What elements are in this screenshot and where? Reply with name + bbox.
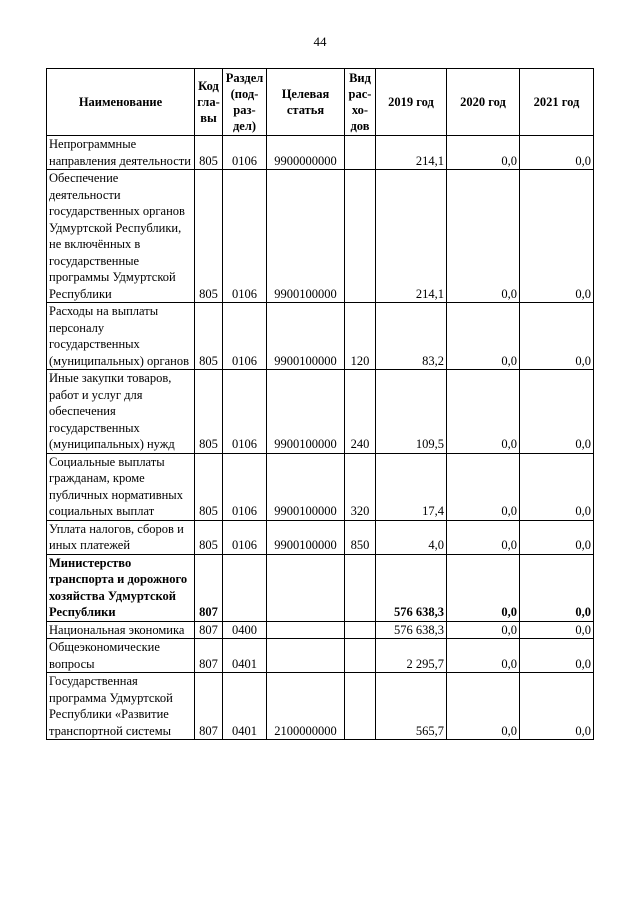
header-section: Раздел (под- раз- дел) bbox=[223, 69, 267, 136]
table-row bbox=[47, 453, 594, 520]
row-2021: 0,0 bbox=[520, 370, 594, 454]
row-2019: 83,2 bbox=[376, 303, 447, 370]
row-2021: 0,0 bbox=[520, 170, 594, 303]
row-article bbox=[267, 621, 345, 639]
budget-table bbox=[46, 68, 594, 740]
row-expense bbox=[345, 554, 376, 621]
page-number: 44 bbox=[313, 34, 327, 49]
row-code: 807 bbox=[195, 621, 223, 639]
table-row bbox=[47, 136, 594, 170]
row-expense: 850 bbox=[345, 520, 376, 554]
row-code: 805 bbox=[195, 453, 223, 520]
header-2021: 2021 год bbox=[520, 69, 594, 136]
row-article: 9900100000 bbox=[267, 170, 345, 303]
row-2020: 0,0 bbox=[447, 136, 520, 170]
row-2020: 0,0 bbox=[447, 639, 520, 673]
row-2019: 576 638,3 bbox=[376, 621, 447, 639]
row-article: 2100000000 bbox=[267, 673, 345, 740]
row-2020: 0,0 bbox=[447, 554, 520, 621]
row-2021: 0,0 bbox=[520, 520, 594, 554]
row-2021: 0,0 bbox=[520, 136, 594, 170]
row-article: 9900100000 bbox=[267, 303, 345, 370]
header-article: Целевая статья bbox=[267, 69, 345, 136]
row-2019: 214,1 bbox=[376, 170, 447, 303]
table-row bbox=[47, 673, 594, 740]
row-name: Уплата налогов, сборов и иных платежей bbox=[47, 520, 195, 554]
row-article bbox=[267, 554, 345, 621]
table-row bbox=[47, 621, 594, 639]
row-name: Непрограммные направления деятельности bbox=[47, 136, 195, 170]
row-2021: 0,0 bbox=[520, 453, 594, 520]
row-2020: 0,0 bbox=[447, 621, 520, 639]
row-name: Иные закупки товаров, работ и услуг для обеспечения государственных (муниципальных) нужд bbox=[47, 370, 195, 454]
row-2021: 0,0 bbox=[520, 639, 594, 673]
row-article: 9900100000 bbox=[267, 453, 345, 520]
row-2020: 0,0 bbox=[447, 370, 520, 454]
table-row bbox=[47, 639, 594, 673]
row-2019: 17,4 bbox=[376, 453, 447, 520]
row-2020: 0,0 bbox=[447, 170, 520, 303]
row-2021: 0,0 bbox=[520, 673, 594, 740]
header-row bbox=[47, 69, 594, 136]
row-section: 0106 bbox=[223, 520, 267, 554]
header-expense: Вид рас- хо- дов bbox=[345, 69, 376, 136]
row-section: 0401 bbox=[223, 639, 267, 673]
row-name: Социальные выплаты гражданам, кроме публичных нормативных социальных выплат bbox=[47, 453, 195, 520]
row-2019: 565,7 bbox=[376, 673, 447, 740]
row-2021: 0,0 bbox=[520, 303, 594, 370]
header-code: Код гла- вы bbox=[195, 69, 223, 136]
row-2019: 4,0 bbox=[376, 520, 447, 554]
row-code: 805 bbox=[195, 370, 223, 454]
row-name: Общеэкономические вопросы bbox=[47, 639, 195, 673]
row-code: 807 bbox=[195, 554, 223, 621]
row-section: 0106 bbox=[223, 453, 267, 520]
row-code: 807 bbox=[195, 673, 223, 740]
row-name: Министерство транспорта и дорожного хозяйства Удмуртской Республики bbox=[47, 554, 195, 621]
row-expense: 320 bbox=[345, 453, 376, 520]
row-expense bbox=[345, 136, 376, 170]
row-section: 0400 bbox=[223, 621, 267, 639]
row-2020: 0,0 bbox=[447, 673, 520, 740]
row-expense bbox=[345, 673, 376, 740]
row-2020: 0,0 bbox=[447, 303, 520, 370]
row-section: 0401 bbox=[223, 673, 267, 740]
row-name: Государственная программа Удмуртской Республики «Развитие транспортной системы bbox=[47, 673, 195, 740]
table-row bbox=[47, 370, 594, 454]
row-code: 805 bbox=[195, 170, 223, 303]
row-section: 0106 bbox=[223, 303, 267, 370]
row-section: 0106 bbox=[223, 136, 267, 170]
row-article: 9900100000 bbox=[267, 370, 345, 454]
row-expense bbox=[345, 170, 376, 303]
row-2020: 0,0 bbox=[447, 520, 520, 554]
table-row bbox=[47, 303, 594, 370]
header-2020: 2020 год bbox=[447, 69, 520, 136]
row-section: 0106 bbox=[223, 370, 267, 454]
row-2021: 0,0 bbox=[520, 621, 594, 639]
row-2019: 214,1 bbox=[376, 136, 447, 170]
row-expense bbox=[345, 621, 376, 639]
table-row bbox=[47, 554, 594, 621]
table-row bbox=[47, 170, 594, 303]
row-2020: 0,0 bbox=[447, 453, 520, 520]
row-article bbox=[267, 639, 345, 673]
row-code: 807 bbox=[195, 639, 223, 673]
row-2021: 0,0 bbox=[520, 554, 594, 621]
row-section bbox=[223, 554, 267, 621]
header-2019: 2019 год bbox=[376, 69, 447, 136]
row-code: 805 bbox=[195, 520, 223, 554]
row-article: 9900000000 bbox=[267, 136, 345, 170]
row-expense bbox=[345, 639, 376, 673]
row-code: 805 bbox=[195, 136, 223, 170]
row-expense: 120 bbox=[345, 303, 376, 370]
row-2019: 2 295,7 bbox=[376, 639, 447, 673]
row-2019: 576 638,3 bbox=[376, 554, 447, 621]
row-code: 805 bbox=[195, 303, 223, 370]
row-name: Обеспечение деятельности государственных органов Удмуртской Республики, не включённых в государственные программы Удмуртской Республики bbox=[47, 170, 195, 303]
row-expense: 240 bbox=[345, 370, 376, 454]
row-2019: 109,5 bbox=[376, 370, 447, 454]
header-name: Наименование bbox=[47, 69, 195, 136]
row-name: Расходы на выплаты персоналу государственных (муниципальных) органов bbox=[47, 303, 195, 370]
row-name: Национальная экономика bbox=[47, 621, 195, 639]
table-row bbox=[47, 520, 594, 554]
row-section: 0106 bbox=[223, 170, 267, 303]
row-article: 9900100000 bbox=[267, 520, 345, 554]
